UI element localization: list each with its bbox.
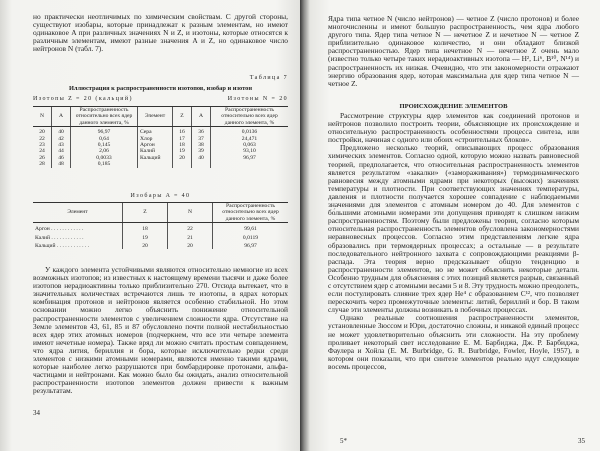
header-n: N [33, 107, 52, 127]
cell-abundance: 0,185 [97, 161, 111, 168]
table-caption: Иллюстрация к распространенности изотопов, изобар и изотон [68, 85, 253, 92]
cell-abundance: 93,10 [243, 148, 256, 155]
table-row [33, 241, 288, 249]
cell-element: Сера [140, 129, 152, 136]
right-main-text [328, 112, 579, 371]
cell-abundance: 96,97 [243, 154, 256, 161]
body-paragraph: Предложено несколько теорий, описывающих процесс образования химических элементов. Согласно одной, которую можно назвать равновесной теорией, предполагается, что относительная распространенность элементов является результатом «закалки» («замораживания») термодинамического равновесия между атомными ядрами при некоторых (высоких) значениях температуры и плотности. При соответствующих значениях температуры, давления и плотности получается хорошее совпадение с наблюдаемыми значениями для элементов с атомным номером до 40. Для элементов с бо́льшими атомными номерами эти допущения приводят к слишком низким распространенностям. Поэтому были предложены теории, согласно которым относительная распространенность элементов обусловлена закономерностями неравновесных процессов. Согласно этим представлениям легкие ядра образовались при термоядерных процессах; а остальные — в результате последовательного нейтронного захвата с сопровождающими реакциями β-распада. Эта теория верно предсказывает общую тенденцию в распространенности элементов, но не может объяснить некоторые детали. Особенно трудным для объяснения с этих позиций является разрыв, связанный с отсутствием ядер с атомными весами 5 и 8. Эту трудность можно преодолеть, если постулировать слияние трех ядер He⁴ с образованием C¹², что позволяет перескочить через промежуточные элементы: литий, бериллий и бор. В таком случае эти элементы должны возникать в побочных процессах. [328, 143, 579, 315]
cell-z: 20 [123, 241, 168, 249]
isotope-isotone-table [33, 106, 288, 168]
cell-abundance: 96,97 [97, 129, 111, 136]
header-abundance: Распространенность относительно всех ядер данного элемента, % [71, 107, 138, 127]
left-intro [33, 13, 288, 53]
body-paragraph: Рассмотрение структуры ядер элементов как соединений протонов и нейтронов позволило построить теории, объясняющие их происхождение и относительную распространенность особенностями процесса синтеза, или постройки, начиная с одного или обоих «строительных блоков». [328, 111, 579, 145]
cell-a: 48 [58, 161, 64, 168]
intro-paragraph: Ядра типа четное N (число нейтронов) — четное Z (число протонов) и более многочисленны и имеют большую распространенность, чем ядра любого другого типа. Ядер типа четное N — нечетное Z и нечетное N — четное Z приблизительно одинаковое количество, и они обладают близкой распространенностью. Ядер типа нечетное N — нечетное Z очень мало (известно только четыре таких нерадиоактивных изотопа — H², Li⁶, B¹⁰, N¹⁴) и распространенность их низкая. Очевидно, что эти закономерности отражают энергию образования ядер, которая максимальна для ядер типа четное N — четное Z. [328, 14, 579, 88]
cell-a: 43 [58, 142, 64, 149]
cell-element: Хлор [140, 135, 153, 142]
col-abundance [71, 127, 138, 168]
cell-n: 26 [39, 154, 45, 161]
header-z: Z [173, 107, 192, 127]
cell-abundance: 24,471 [241, 135, 258, 142]
page-number: 35 [578, 437, 585, 445]
isotopes-title: Изотопы Z = 20 (кальций) [33, 96, 133, 102]
cell-n: 20 [168, 241, 213, 249]
col-element [138, 127, 173, 168]
cell-n: 22 [39, 135, 45, 142]
table-header-row [33, 203, 288, 223]
cell-z: 19 [179, 148, 185, 155]
cell-a: 36 [198, 129, 204, 136]
signature-mark: 5* [340, 437, 347, 445]
isobars-title: Изобары A = 40 [130, 193, 191, 199]
cell-element: Аргон . . . . . . . . . . . . [35, 226, 84, 233]
body-paragraph: Однако реальные соотношения распространенности элементов, установленные Зюссом и Юри, достаточно сложны, и никакой единый процесс не может удовлетворительно объяснить эти сложности. На эту проблему проливает некоторый свет исследование Е. М. Барбиджа, Дж. Р. Барбиджа, Фаулера и Хойла (E. M. Burbridge, G. R. Burbridge, Fowler, Hoyle, 1957), в котором они показали, что при синтезе элементов реально идут следующие восемь процессов, [328, 313, 579, 371]
header-a: A [52, 107, 71, 127]
cell-element: Кальций [140, 154, 161, 161]
col-abundance2 [211, 127, 289, 168]
body-paragraph: У каждого элемента устойчивыми являются относительно немногие из всех возможных изотопов; из известных к настоящему времени тысячи и даже более изотопов нерадиоактивны только приблизительно 270. Отсюда вытекает, что в значительных количествах встречаются лишь те изотопы, в ядрах которых комбинация протонов и нейтронов является особенно стабильной. Но этом основании можно легко объяснить понижение относительной распространенности элементов с увеличением сложности ядра. Отсутствие на Земле элементов 43, 61, 85 и 87 обусловлено почти полной нестабильностью всех ядер этих атомных номеров (подчеркнем, что все эти четыре элемента имеют нечетные номера). Также вряд ли можно считать простым совпадением, что ядра лития, бериллия и бора, которые исключительно редки среди элементов с низкими атомными номерами, являются именно такими ядрами, которые наиболее легко разрушаются при бомбардировке протонами, альфа-частицами и нейтронами. Как можно было бы ожидать, анализ относительной распространенности изотопов элементов должен привести к важным результатам. [33, 265, 288, 396]
table-header-row [33, 107, 288, 127]
cell-abundance: 0,0033 [96, 154, 112, 161]
table-row [33, 223, 288, 233]
header-z: Z [123, 203, 168, 223]
right-intro [328, 15, 579, 88]
cell-a: 40 [198, 154, 204, 161]
cell-z: 17 [179, 135, 185, 142]
cell-a: 44 [58, 148, 64, 155]
table-row [33, 233, 288, 241]
col-z [173, 127, 192, 168]
header-abundance2: Распространенность относительно всех ядер данного элемента, % [211, 107, 289, 127]
cell-a: 39 [198, 148, 204, 155]
cell-z: 20 [179, 154, 185, 161]
cell-element: Калий [140, 148, 155, 155]
cell-a: 40 [58, 129, 64, 136]
cell-n: 20 [39, 129, 45, 136]
cell-abundance: 99,61 [213, 223, 289, 233]
cell-z: 19 [123, 233, 168, 241]
cell-a: 37 [198, 135, 204, 142]
cell-element: Калий . . . . . . . . . . . . [35, 234, 84, 241]
col-a [52, 127, 71, 168]
cell-a: 42 [58, 135, 64, 142]
cell-n: 21 [168, 233, 213, 241]
table-label: Таблица 7 [249, 75, 288, 81]
header-element: Элемент [138, 107, 173, 127]
cell-n: 24 [39, 148, 45, 155]
cell-n: 22 [168, 223, 213, 233]
table-body [33, 127, 288, 168]
cell-a: 46 [58, 154, 64, 161]
header-element: Элемент [33, 203, 123, 223]
isobar-table [33, 202, 288, 249]
cell-z: 18 [179, 142, 185, 149]
page-number: 34 [33, 409, 40, 417]
cell-element: Кальций . . . . . . . . . . . . [35, 243, 90, 250]
left-main-text [33, 266, 288, 396]
cell-z: 18 [123, 223, 168, 233]
header-abundance: Распространенность относительно всех ядер данного элемента, % [213, 203, 289, 223]
header-a2: A [192, 107, 211, 127]
cell-element: Аргон [140, 142, 155, 149]
cell-abundance: 0,64 [99, 135, 109, 142]
cell-abundance: 2,06 [99, 148, 109, 155]
cell-abundance: 0,145 [97, 142, 111, 149]
cell-z: 16 [179, 129, 185, 136]
intro-paragraph: но практически неотличимых по химическим свойствам. С другой стороны, существуют изобары, которые принадлежат к разным элементам, но имеют одинаковое A при различных значениях N и Z, и изотоны, которые относятся к различным элементам, имеют разные значения A и Z, но одинаковое число нейтронов N (табл. 7). [33, 12, 288, 54]
cell-abundance: 0,0136 [241, 129, 258, 136]
cell-n: 28 [39, 161, 45, 168]
right-page [300, 0, 600, 451]
isotones-title: Изотоны N = 20 [227, 96, 288, 102]
cell-abundance: 96,97 [213, 241, 289, 249]
col-n [33, 127, 52, 168]
section-heading: ПРОИСХОЖДЕНИЕ ЭЛЕМЕНТОВ [399, 103, 508, 110]
cell-a: 38 [198, 142, 204, 149]
header-n: N [168, 203, 213, 223]
cell-abundance: 0,0119 [213, 233, 289, 241]
cell-abundance: 0,063 [243, 142, 256, 149]
col-a2 [192, 127, 211, 168]
cell-n: 23 [39, 142, 45, 149]
